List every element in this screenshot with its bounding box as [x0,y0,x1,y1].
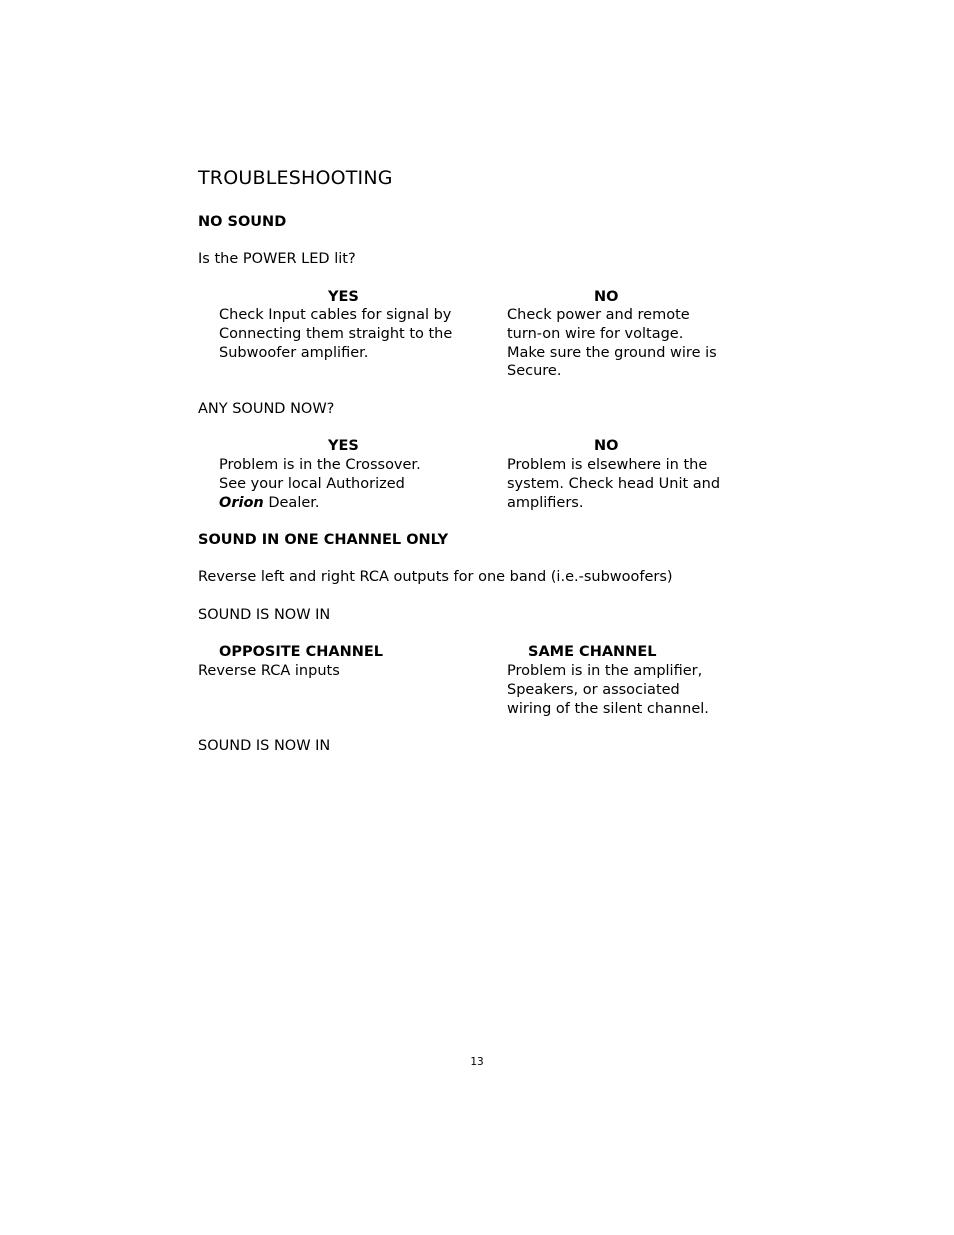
sound-status-2: SOUND IS NOW IN [198,738,331,754]
no-label-1: NO [594,289,619,305]
yes-answer-2-line: Problem is in the Crossover. [219,457,421,473]
page-title: TROUBLESHOOTING [198,167,393,189]
no-answer-1-line: turn-on wire for voltage. [507,325,684,342]
section-heading-one-channel: SOUND IN ONE CHANNEL ONLY [198,532,449,548]
yes-answer-1-line: Connecting them straight to the [219,325,453,342]
brand-name: Orion [219,494,264,511]
sound-status-1: SOUND IS NOW IN [198,607,331,623]
power-led-question: Is the POWER LED lit? [198,251,356,267]
same-channel-line: Problem is in the amplifier, [507,663,703,679]
opposite-channel-line: Reverse RCA inputs [198,663,340,679]
no-answer-2-line: amplifiers. [507,494,584,511]
no-label-2: NO [594,438,619,454]
no-answer-1-line: Secure. [507,363,562,380]
opposite-channel-label: OPPOSITE CHANNEL [219,644,384,660]
opposite-channel-answer [198,662,340,681]
yes-answer-1-line: Check Input cables for signal by [219,307,452,323]
yes-answer-2 [219,456,421,512]
dealer-text: Dealer. [263,494,320,511]
page-number: 13 [470,1056,484,1068]
yes-label-1: YES [328,289,359,305]
no-answer-1-line: Check power and remote [507,307,690,323]
yes-answer-1-line: Subwoofer amplifier. [219,344,369,361]
same-channel-answer [507,662,709,718]
rca-instruction: Reverse left and right RCA outputs for one band (i.e.-subwoofers) [198,569,673,585]
yes-answer-2-line: See your local Authorized [219,475,405,492]
no-answer-2-line: Problem is elsewhere in the [507,457,708,473]
yes-label-2: YES [328,438,359,454]
any-sound-question: ANY SOUND NOW? [198,401,335,417]
section-heading-no-sound: NO SOUND [198,214,287,230]
no-answer-2-line: system. Check head Unit and [507,475,721,492]
no-answer-1 [507,306,717,381]
same-channel-label: SAME CHANNEL [528,644,657,660]
no-answer-1-line: Make sure the ground wire is [507,344,717,361]
same-channel-line: Speakers, or associated [507,681,680,698]
same-channel-line: wiring of the silent channel. [507,700,709,717]
yes-answer-2-line [219,494,421,513]
yes-answer-1 [219,306,452,362]
no-answer-2 [507,456,720,512]
